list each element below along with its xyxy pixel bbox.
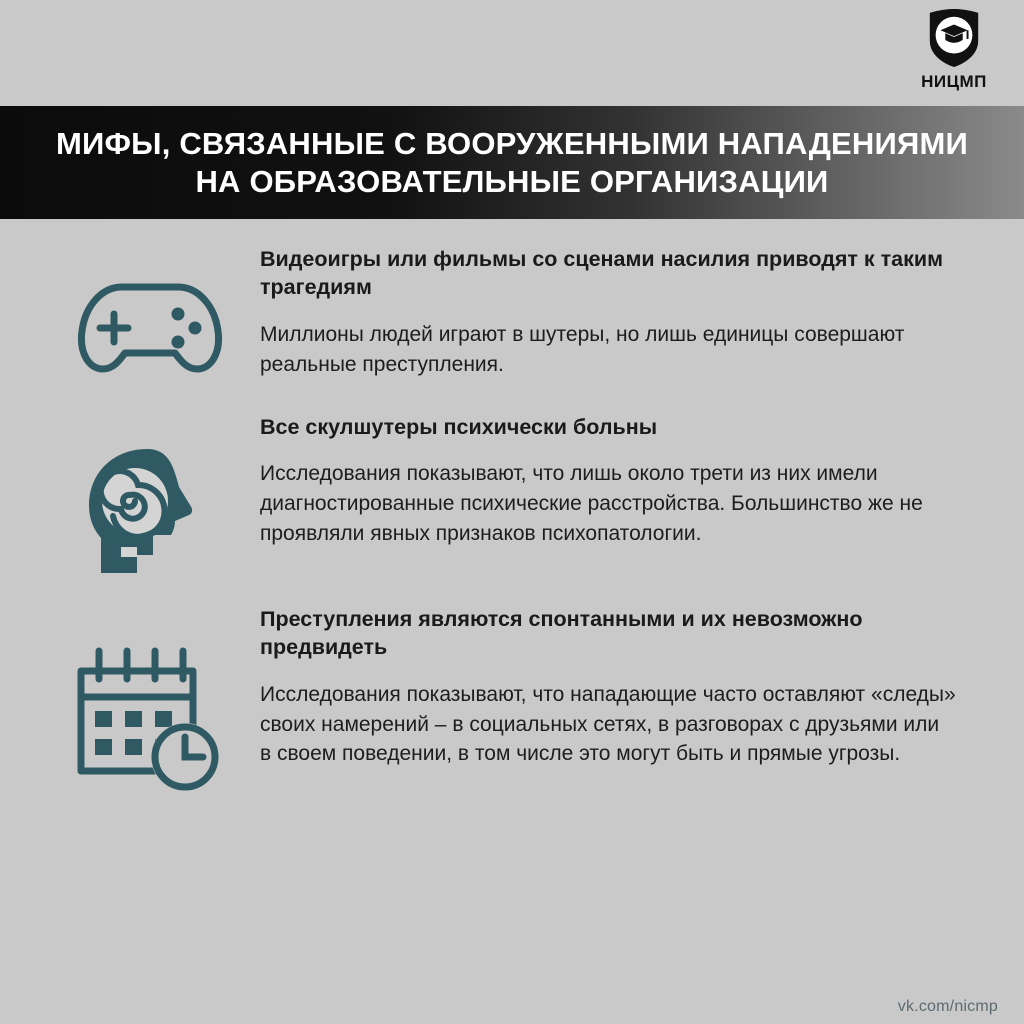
myth-icon-cell — [40, 413, 260, 583]
calendar-with-clock-icon — [65, 641, 235, 801]
gamepad-icon — [75, 269, 225, 387]
brand-logo — [906, 8, 1002, 92]
myth-body: Миллионы людей играют в шутеры, но лишь единицы совершают реальные преступления. — [260, 322, 905, 376]
top-bar — [0, 0, 1024, 106]
myth-title: Все скулшутеры психически больны — [260, 415, 658, 439]
myths-list — [0, 219, 1024, 801]
head-with-spiral-icon — [75, 443, 225, 583]
footer-link[interactable]: vk.com/nicmp — [897, 998, 998, 1015]
myth-body: Исследования показывают, что нападающие часто оставляют «следы» своих намерений – в социальных сетях, в разговорах с друзьями или в своем поведении, в том числе это могут быть и прямые угрозы. — [260, 682, 956, 766]
myth-text-cell — [260, 245, 984, 379]
myth-body: Исследования показывают, что лишь около трети из них имели диагностированные психические расстройства. Большинство же не проявляли явных признаков психопатологии. — [260, 462, 923, 545]
myth-item — [40, 413, 984, 583]
myth-item — [40, 245, 984, 387]
myth-icon-cell — [40, 245, 260, 387]
myth-item — [40, 605, 984, 801]
page-title: МИФЫ, СВЯЗАННЫЕ С ВООРУЖЕННЫМИ НАПАДЕНИЯМИ НА ОБРАЗОВАТЕЛЬНЫЕ ОРГАНИЗАЦИИ — [56, 125, 968, 199]
myth-text-cell — [260, 605, 984, 769]
myth-title: Преступления являются спонтанными и их невозможно предвидеть — [260, 607, 863, 660]
myth-icon-cell — [40, 605, 260, 801]
graduation-cap-in-shield-icon — [926, 8, 982, 68]
title-banner — [0, 106, 1024, 219]
myth-title: Видеоигры или фильмы со сценами насилия приводят к таким трагедиям — [260, 247, 943, 300]
myth-text-cell — [260, 413, 984, 549]
brand-logo-text: НИЦМП — [921, 72, 987, 91]
